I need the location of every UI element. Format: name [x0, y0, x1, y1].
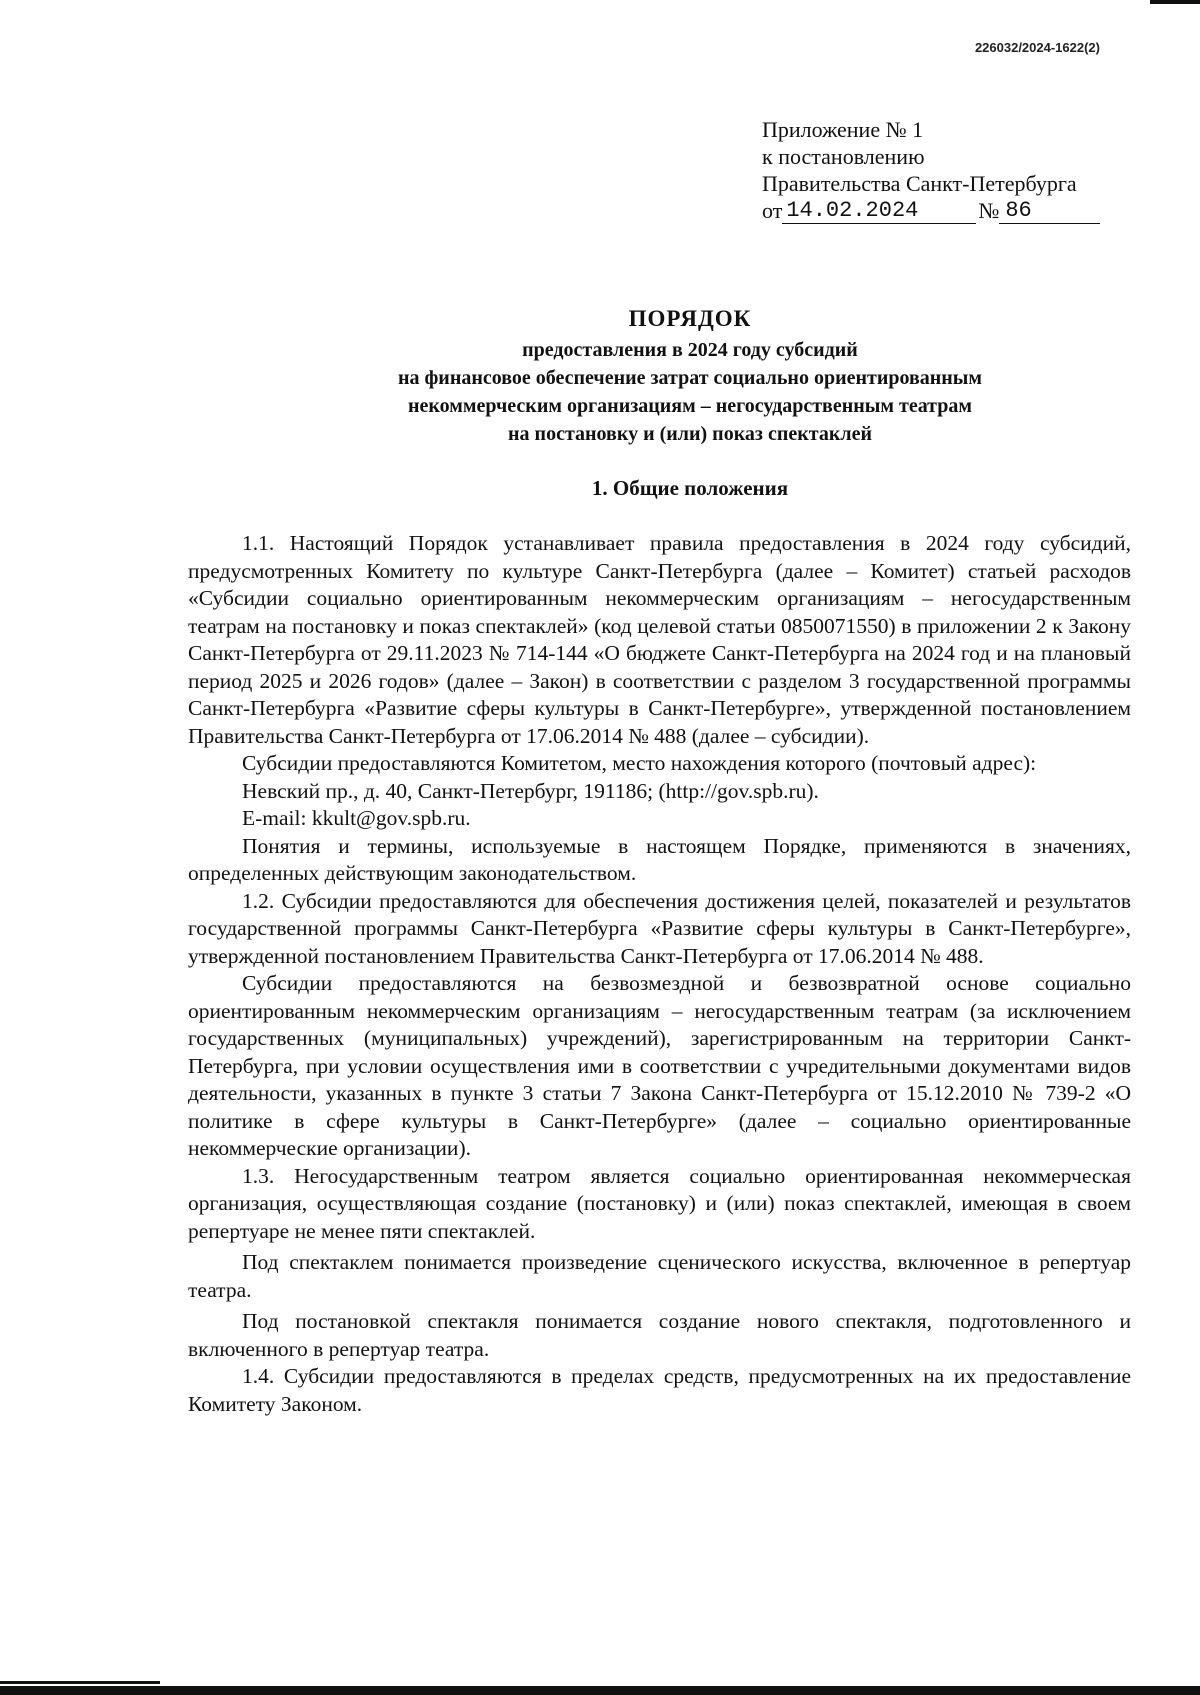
appendix-line-1: Приложение № 1: [762, 117, 924, 142]
section-heading: 1. Общие положения: [591, 476, 789, 500]
title-line-4: на постановку и (или) показ спектаклей: [508, 423, 872, 445]
appendix-block: [762, 116, 1100, 224]
paragraph: Субсидии предоставляются на безвозмездной и безвозвратной основе социально ориентированным некоммерческим организациям – негосударственным театрам (за исключением государственных (муниципальных) учреждений), зарегистрированным на территории Санкт-Петербурга, при условии осуществления ими в соответствии с учредительными документами видов деятельности, указанных в пункте 3 статьи 7 Закона Санкт-Петербурга от 15.12.2010 № 739-2 «О политике в сфере культуры в Санкт-Петербурге» (далее – социально ориентированные некоммерческие организации).: [188, 971, 1131, 1160]
paragraph: 1.2. Субсидии предоставляются для обеспечения достижения целей, показателей и результатов государственной программы Санкт-Петербурга «Развитие сферы культуры в Санкт-Петербурге», утвержденной постановлением Правительства Санкт-Петербурга от 17.06.2014 № 488.: [188, 888, 1131, 968]
appendix-line-2: к постановлению: [762, 144, 925, 169]
scan-edge-mark: [0, 1681, 160, 1684]
decree-date: 14.02.2024: [782, 199, 976, 224]
paragraph: Под спектаклем понимается произведение сценического искусства, включенное в репертуар театра.: [188, 1250, 1131, 1302]
paragraph: 1.3. Негосударственным театром является социально ориентированная некоммерческая организация, осуществляющая создание (постановку) и (или) показ спектаклей, имеющая в своем репертуаре не менее пяти спектаклей.: [188, 1163, 1131, 1243]
scan-bottom-edge: [0, 1686, 1200, 1695]
document-id: 226032/2024-1622(2): [974, 40, 1100, 55]
appendix-line-3: Правительства Санкт-Петербурга: [762, 171, 1077, 196]
title-line-3: некоммерческим организациям – негосударственным театрам: [408, 395, 972, 417]
document-title: ПОРЯДОК: [628, 306, 752, 331]
date-prefix: от: [762, 198, 783, 223]
title-line-1: предоставления в 2024 году субсидий: [522, 339, 858, 361]
title-line-2: на финансовое обеспечение затрат социально ориентированным: [397, 367, 983, 389]
paragraph: Под постановкой спектакля понимается создание нового спектакля, подготовленного и включенного в репертуар театра.: [188, 1309, 1131, 1361]
document-title-block: [170, 305, 1200, 448]
scan-corner-mark: [1150, 0, 1200, 4]
section-body: [188, 530, 1131, 1418]
paragraph: 1.4. Субсидии предоставляются в пределах средств, предусмотренных на их предоставление Комитету Законом.: [188, 1364, 1131, 1416]
paragraph: Понятия и термины, используемые в настоящем Порядке, применяются в значениях, определенных действующим законодательством.: [188, 833, 1131, 885]
paragraph: 1.1. Настоящий Порядок устанавливает правила предоставления в 2024 году субсидий, предусмотренных Комитету по культуре Санкт-Петербурга (далее – Комитет) статьей расходов «Субсидии социально ориентированным некоммерческим организациям – негосударственным театрам на постановку и показ спектаклей» (код целевой статьи 0850071550) в приложении 2 к Закону Санкт-Петербурга от 29.11.2023 № 714-144 «О бюджете Санкт-Петербурга на 2024 год и на плановый период 2025 и 2026 годов» (далее – Закон) в соответствии с разделом 3 государственной программы Санкт-Петербурга «Развитие сферы культуры в Санкт-Петербурге», утвержденной постановлением Правительства Санкт-Петербурга от 17.06.2014 № 488 (далее – субсидии).: [188, 531, 1131, 748]
paragraph: Невский пр., д. 40, Санкт-Петербург, 191186; (http://gov.spb.ru).: [242, 778, 819, 803]
decree-number: 86: [999, 199, 1100, 224]
paragraph: E-mail: kkult@gov.spb.ru.: [242, 806, 471, 830]
paragraph: Субсидии предоставляются Комитетом, место нахождения которого (почтовый адрес):: [242, 751, 1037, 775]
number-label: №: [978, 198, 1000, 223]
appendix-date-line: [762, 197, 1100, 224]
